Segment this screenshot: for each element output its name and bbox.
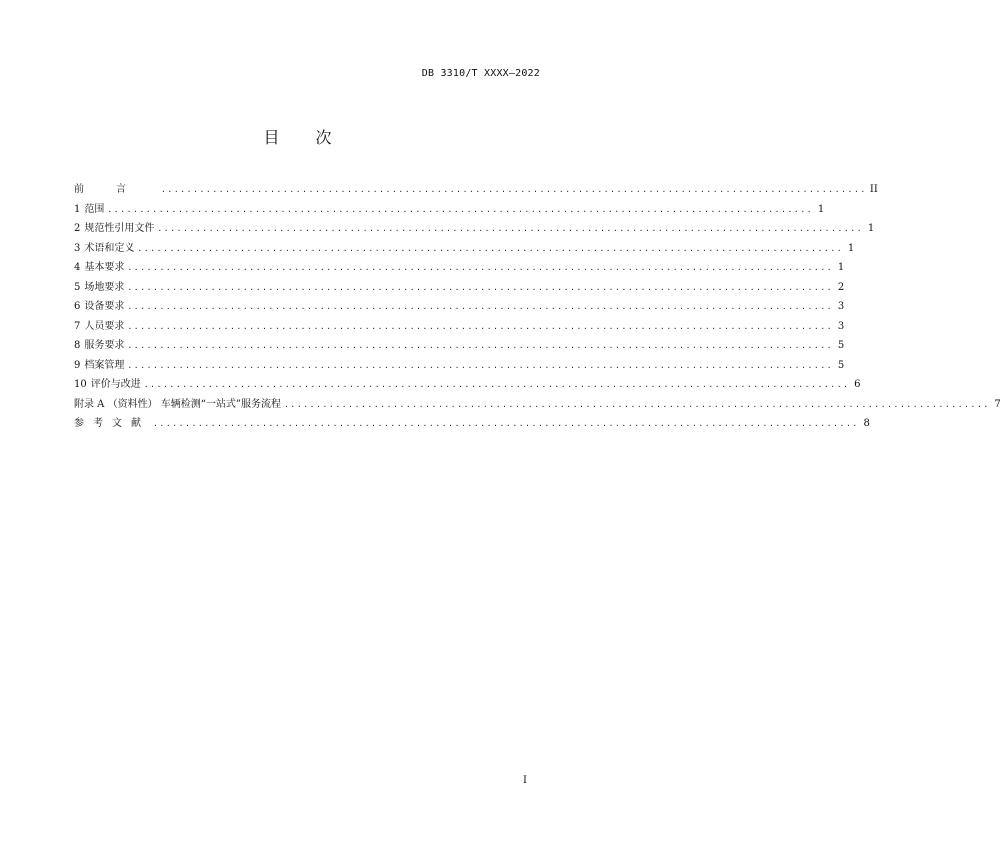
toc-entry-label: 人员要求 (84, 320, 125, 332)
toc-leader-dots: .............................................................................................................. (283, 399, 990, 409)
page-number: I (523, 775, 527, 786)
toc-entry-number: 1 (74, 203, 81, 215)
toc-entry-records-management[interactable] (74, 356, 845, 376)
toc-leader-dots: .............................................................................................................. (157, 224, 864, 233)
toc-entry-basic-requirements[interactable] (74, 258, 845, 278)
toc-entry-number: 2 (74, 223, 81, 234)
toc-entry-number: 9 (74, 359, 81, 371)
toc-entry-number: 10 (74, 379, 87, 390)
toc-entry-scope[interactable] (74, 200, 825, 220)
toc-leader-dots: .............................................................................................................. (127, 302, 834, 311)
toc-entry-page: 6 (854, 379, 861, 390)
toc-leader-dots: .............................................................................................................. (161, 185, 867, 194)
toc-entry-equipment-requirements[interactable] (74, 297, 845, 317)
toc-entry-page: 1 (847, 242, 855, 254)
toc-leader-dots: .............................................................................................................. (153, 419, 859, 428)
toc-entry-appendix-a[interactable] (74, 395, 1001, 415)
toc-leader-dots: .............................................................................................................. (127, 282, 834, 292)
toc-title-char-2: 次 (315, 128, 332, 147)
toc-entry-page: 1 (867, 223, 875, 234)
table-of-contents (74, 180, 1001, 434)
toc-entry-label: 设备要求 (84, 301, 125, 312)
toc-entry-number: 5 (74, 281, 81, 293)
toc-entry-page: 8 (863, 418, 870, 429)
toc-entry-page: 5 (837, 359, 845, 371)
toc-entry-page: 7 (994, 398, 1001, 410)
toc-entry-label: 术语和定义 (84, 242, 135, 254)
toc-entry-label: 范围 (84, 203, 105, 215)
toc-entry-service-requirements[interactable] (74, 336, 845, 356)
toc-entry-bibliography[interactable] (74, 414, 870, 434)
toc-entry-site-requirements[interactable] (74, 278, 845, 298)
toc-leader-dots: .............................................................................................................. (127, 341, 834, 350)
toc-leader-dots: .............................................................................................................. (127, 360, 834, 370)
toc-entry-normative-references[interactable] (74, 219, 875, 239)
toc-entry-page: 3 (837, 301, 845, 312)
document-code: DB 3310/T XXXX—2022 (421, 68, 540, 79)
toc-entry-number: 7 (74, 320, 81, 332)
toc-entry-page: 2 (837, 281, 845, 293)
toc-entry-preface[interactable] (74, 180, 878, 200)
toc-entry-page: 5 (837, 340, 845, 351)
toc-entry-page: II (869, 184, 878, 195)
toc-leader-dots: .............................................................................................................. (127, 263, 834, 272)
toc-entry-number: 4 (74, 262, 81, 273)
toc-entry-label: 前言 (74, 184, 158, 195)
toc-entry-label: 档案管理 (84, 359, 125, 371)
toc-entry-label: 服务要求 (84, 340, 125, 351)
toc-entry-label: 评价与改进 (90, 379, 141, 390)
toc-title (0, 128, 595, 148)
toc-title-char-1: 目 (263, 128, 280, 147)
toc-entry-personnel-requirements[interactable] (74, 317, 845, 337)
toc-entry-evaluation-improvement[interactable] (74, 375, 861, 395)
toc-entry-page: 1 (817, 203, 825, 215)
toc-entry-page: 3 (837, 320, 845, 332)
toc-leader-dots: .............................................................................................................. (127, 321, 834, 331)
toc-entry-terms-definitions[interactable] (74, 239, 855, 259)
toc-entry-page: 1 (837, 262, 845, 273)
toc-entry-label: 附录 A （资料性） 车辆检测“一站式”服务流程 (74, 398, 281, 410)
toc-entry-number: 8 (74, 340, 81, 351)
toc-entry-label: 规范性引用文件 (84, 223, 155, 234)
toc-entry-label: 参考文献 (74, 418, 150, 429)
toc-entry-label: 场地要求 (84, 281, 125, 293)
toc-entry-number: 6 (74, 301, 81, 312)
toc-leader-dots: .............................................................................................................. (107, 204, 814, 214)
toc-entry-label: 基本要求 (84, 262, 125, 273)
toc-leader-dots: .............................................................................................................. (137, 243, 844, 253)
toc-leader-dots: .............................................................................................................. (143, 380, 850, 389)
toc-entry-number: 3 (74, 242, 81, 254)
